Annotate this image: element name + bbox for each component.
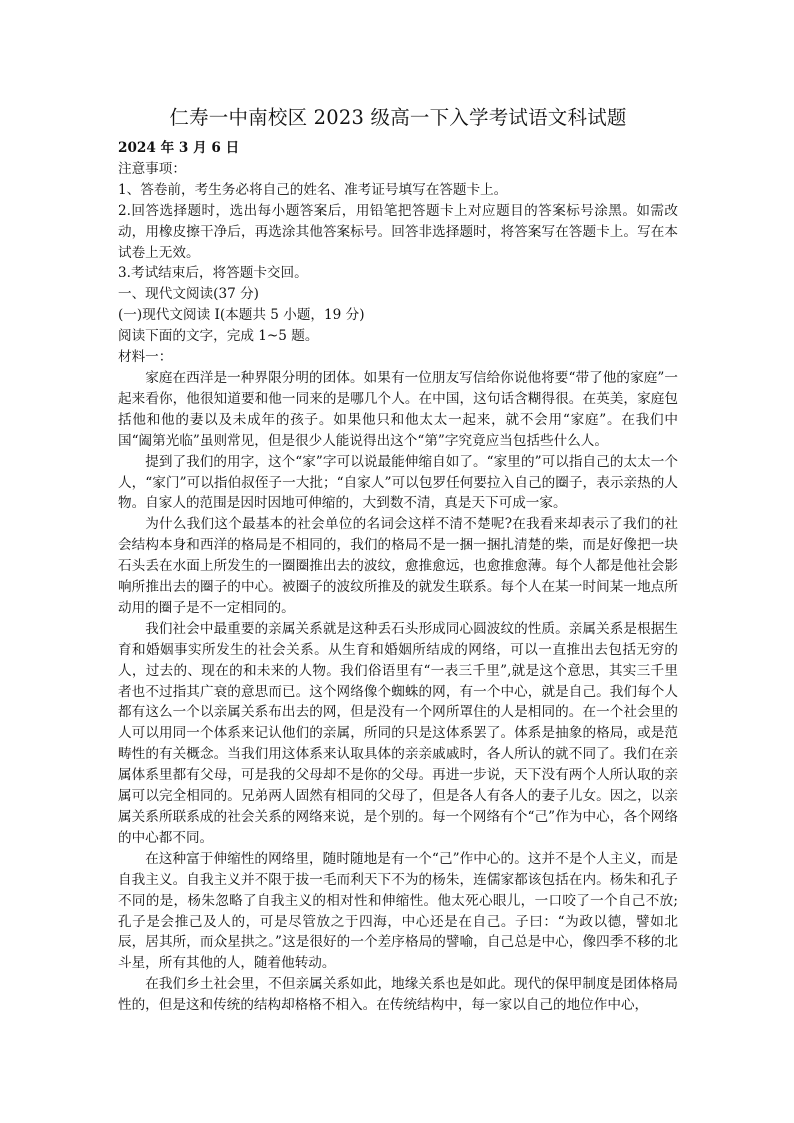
passage-paragraph-5: 在这种富于伸缩性的网络里，随时随地是有一个“己”作中心的。这并不是个人主义，而是自我主义。自我主义并不限于拔一毛而利天下不为的杨朱，连儒家都该包括在内。杨朱和孔子不同的是，杨朱忽略了自我主义的相对性和伸缩性。他太死心眼儿，一口咬了一个自己不放;孔子是会推己及人的，可是尽管放之于四海，中心还是在自己。子曰：“为政以德，譬如北辰，居其所，而众星拱之。”这是很好的一个差序格局的譬喻，自己总是中心，像四季不移的北斗星，所有其他的人，随着他转动。 — [118, 850, 678, 972]
passage-paragraph-2: 提到了我们的用字，这个“家”字可以说最能伸缩自如了。“家里的”可以指自己的太太一个人，“家门”可以指伯叔侄子一大批；“自家人”可以包罗任何要拉入自己的圈子，表示亲热的人物。自家人的范围是因时因地可伸缩的，大到数不清，真是天下可成一家。 — [118, 453, 678, 512]
instruction-item-3: 3.考试结束后，将答题卡交回。 — [118, 265, 308, 282]
passage-paragraph-6: 在我们乡土社会里，不但亲属关系如此，地缘关系也是如此。现代的保甲制度是团体格局性的，但是这和传统的结构却格格不相入。在传统结构中，每一家以自己的地位作中心， — [118, 976, 678, 1014]
reading-prompt: 阅读下面的文字，完成 1~5 题。 — [118, 328, 319, 345]
exam-page — [118, 104, 678, 1016]
section-sub-heading: (一)现代文阅读 I(本题共 5 小题，19 分) — [118, 307, 365, 324]
material-label: 材料一： — [118, 349, 173, 366]
passage-paragraph-1: 家庭在西洋是一种界限分明的团体。如果有一位朋友写信给你说他将要“带了他的家庭”一起来看你，他很知道要和他一同来的是哪几个人。在中国，这句话含糊得很。在英美，家庭包括他和他的妻以及未成年的孩子。如果他只和他太太一起来，就不会用“家庭”。在我们中国“阖第光临”虽则常见，但是很少人能说得出这个“第”字究竟应当包括些什么人。 — [118, 369, 678, 449]
passage-paragraph-3: 为什么我们这个最基本的社会单位的名词会这样不清不楚呢?在我看来却表示了我们的社会结构本身和西洋的格局是不相同的，我们的格局不是一捆一捆扎清楚的柴，而是好像把一块石头丢在水面上所发生的一圈圈推出去的波纹，愈推愈远，也愈推愈薄。每个人都是他社会影响所推出去的圈子的中心。被圈子的波纹所推及的就发生联系。每个人在某一时间某一地点所动用的圈子是不一定相同的。 — [118, 516, 678, 616]
section-heading: 一、现代文阅读(37 分) — [118, 286, 259, 303]
exam-title: 仁寿一中南校区 2023 级高一下入学考试语文科试题 — [169, 106, 627, 129]
instruction-item-2: 2.回答选择题时，选出每小题答案后，用铅笔把答题卡上对应题目的答案标号涂黑。如需改动，用橡皮擦干净后，再选涂其他答案标号。回答非选择题时，将答案写在答题卡上。写在本试卷上无效。 — [118, 202, 678, 261]
instructions-heading: 注意事项： — [118, 160, 186, 177]
exam-date: 2024 年 3 月 6 日 — [118, 140, 240, 156]
passage-paragraph-4: 我们社会中最重要的亲属关系就是这种丢石头形成同心圆波纹的性质。亲属关系是根据生育和婚姻事实所发生的社会关系。从生育和婚姻所结成的网络，可以一直推出去包括无穷的人，过去的、现在的和未来的人物。我们俗语里有“一表三千里”,就是这个意思，其实三千里者也不过指其广衰的意思而已。这个网络像个蜘蛛的网，有一个中心，就是自己。我们每个人都有这么一个以亲属关系布出去的网，但是没有一个网所罩住的人是相同的。在一个社会里的人可以用同一个体系来记认他们的亲属，所同的只是这体系罢了。体系是抽象的格局，或是范畴性的有关概念。当我们用这体系来认取具体的亲亲戚戚时，各人所认的就不同了。我们在亲属体系里都有父母，可是我的父母却不是你的父母。再进一步说，天下没有两个人所认取的亲属可以完全相同的。兄弟两人固然有相同的父母了，但是各人有各人的妻子儿女。因之，以亲属关系所联系成的社会关系的网络来说，是个别的。每一个网络有个“己”作为中心，各个网络的中心都不同。 — [118, 620, 678, 846]
instruction-item-1: 1、答卷前，考生务必将自己的姓名、准考证号填写在答题卡上。 — [118, 181, 508, 198]
